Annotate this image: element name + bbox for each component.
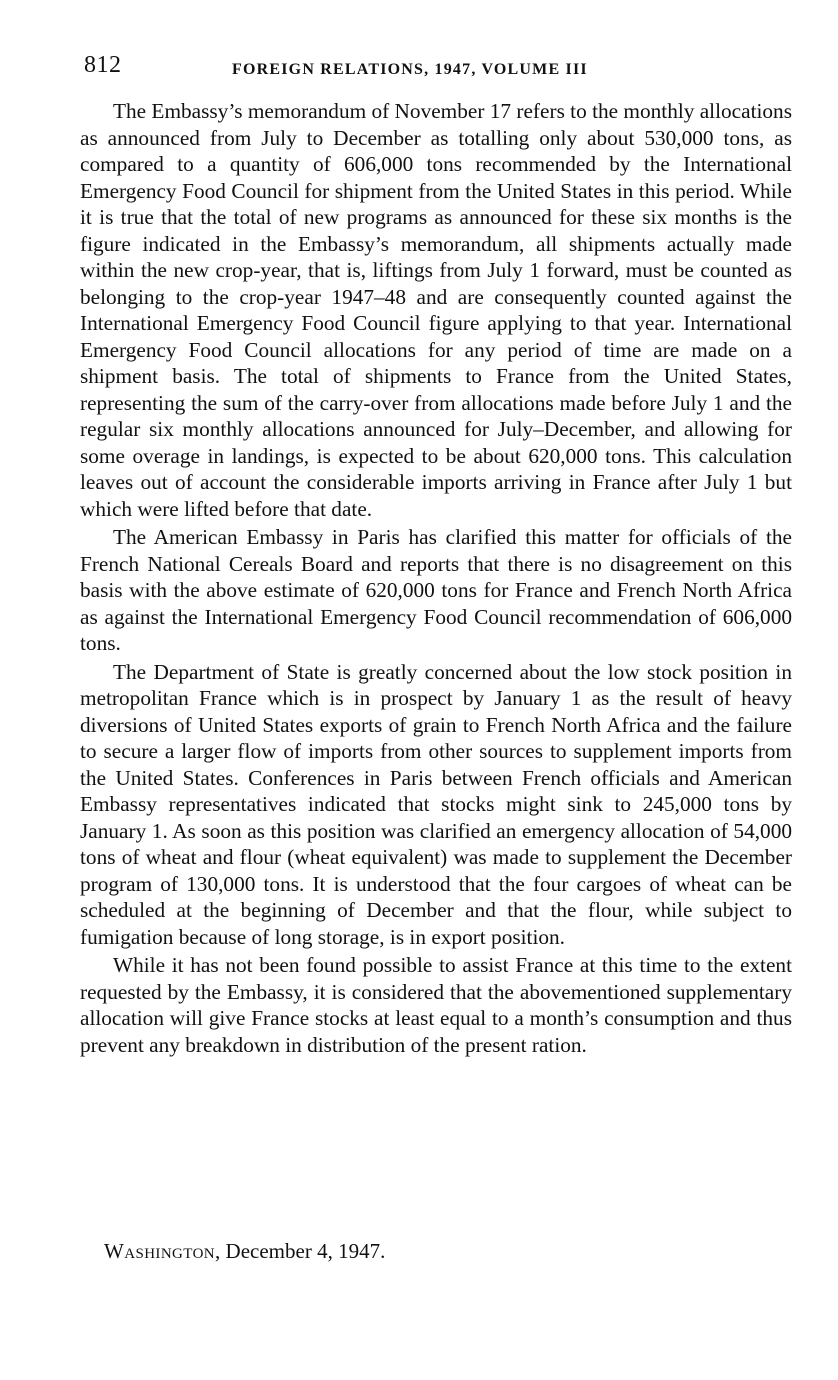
dateline-date: , December 4, 1947. [215,1239,386,1263]
paragraph: The Department of State is greatly concerned about the low stock position in metropolitan France which is in prospect by January 1 as the result of heavy diversions of United States exports of grain to French North Africa and the failure to secure a larger flow of imports from other sources to supplement imports from the United States. Conferences in Paris between French officials and American Embassy representatives indicated that stocks might sink to 245,000 tons by January 1. As soon as this position was clarified an emergency allocation of 54,000 tons of wheat and flour (wheat equivalent) was made to supplement the December program of 130,000 tons. It is understood that the four cargoes of wheat can be scheduled at the beginning of December and that the flour, while subject to fumigation because of long storage, is in export position. [80,659,792,949]
page-header [84,52,794,86]
body-text [80,98,792,1060]
running-head: FOREIGN RELATIONS, 1947, VOLUME III [232,61,588,78]
page-number: 812 [84,52,122,78]
paragraph: While it has not been found possible to assist France at this time to the extent requested by the Embassy, it is considered that the abovementioned supplementary allocation will give France stocks at least equal to a month’s consumption and thus prevent any breakdown in distribution of the present ration. [80,953,792,1057]
dateline-place: Washington [104,1239,216,1263]
paragraph: The Embassy’s memorandum of November 17 refers to the monthly allocations as announced from July to December as totalling only about 530,000 tons, as compared to a quantity of 606,000 tons recommended by the International Emergency Food Council for shipment from the United States in this period. While it is true that the total of new programs as announced for these six months is the figure indicated in the Embassy’s memorandum, all shipments actually made within the new crop-year, that is, liftings from July 1 forward, must be counted as belonging to the crop-year 1947–48 and are consequently counted against the International Emergency Food Council figure applying to that year. International Emergency Food Council allocations for any period of time are made on a shipment basis. The total of shipments to France from the United States, representing the sum of the carry-over from allocations made before July 1 and the regular six monthly allocations announced for July–December, and allowing for some overage in landings, is expected to be about 620,000 tons. This calculation leaves out of account the considerable imports arriving in France after July 1 but which were lifted before that date. [80,99,792,521]
dateline [104,1238,385,1264]
paragraph: The American Embassy in Paris has clarified this matter for officials of the French National Cereals Board and reports that there is no disagreement on this basis with the above estimate of 620,000 tons for France and French North Africa as against the International Emergency Food Council recommendation of 606,000 tons. [80,525,792,655]
